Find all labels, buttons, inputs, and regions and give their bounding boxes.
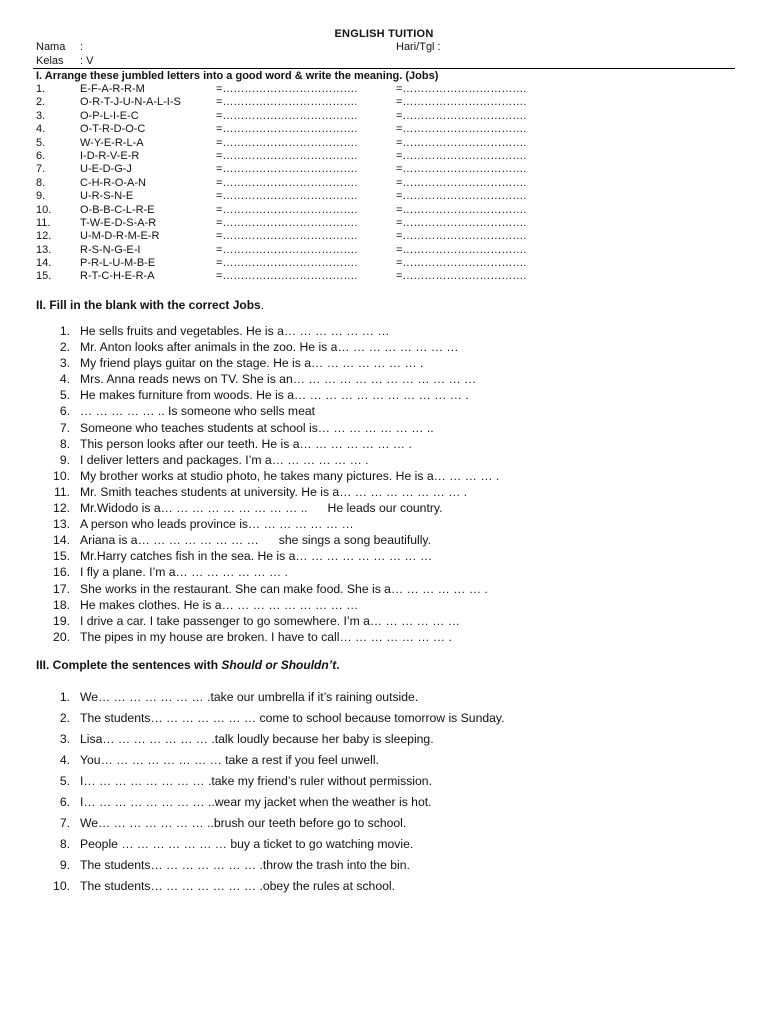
jumbled-word-row	[36, 163, 736, 176]
section-3-heading-prefix: III. Complete the sentences with	[36, 658, 222, 672]
answer-blank: =……………………………….	[216, 136, 358, 149]
meaning-blank: =…………………………….	[396, 136, 527, 149]
question-sentence: He makes furniture from woods. He is a… … … … … … … … … … … .	[80, 388, 469, 403]
nama-label: Nama	[36, 41, 66, 53]
question-text	[80, 564, 288, 580]
jumbled-letters: O-B-B-C-L-R-E	[80, 203, 155, 216]
jumbled-letters: I-D-R-V-E-R	[80, 149, 140, 162]
jumbled-word-row	[36, 230, 736, 243]
jumbled-letters: R-T-C-H-E-R-A	[80, 270, 155, 283]
section-2-heading-end: .	[260, 298, 265, 312]
fill-blank-question	[36, 548, 756, 564]
question-sentence: Mr.Harry catches fish in the sea. He is a… … … … … … … … …	[80, 549, 433, 564]
question-sentence: Mr.Widodo is a… … … … … … … … … ..	[80, 501, 308, 516]
answer-blank: =……………………………….	[216, 123, 358, 136]
question-text	[80, 532, 431, 548]
question-sentence: We… … … … … … … .take our umbrella if it’s raining outside.	[80, 690, 419, 704]
answer-blank: =……………………………….	[216, 203, 358, 216]
question-number: 9.	[59, 452, 70, 467]
item-number: 11.	[36, 216, 51, 229]
question-number: 2.	[59, 711, 70, 725]
question-text	[80, 484, 467, 500]
question-number: 2.	[59, 340, 70, 355]
question-number: 11.	[53, 484, 70, 499]
item-number: 12.	[36, 230, 52, 243]
should-question	[36, 773, 756, 794]
question-text	[80, 339, 459, 355]
question-sentence: I… … … … … … … … .take my friend’s ruler without permission.	[80, 774, 432, 788]
item-number: 10.	[36, 203, 52, 216]
item-number: 13.	[36, 243, 52, 256]
fill-blank-question	[36, 597, 756, 613]
question-number: 6.	[59, 404, 70, 419]
should-question	[36, 815, 756, 836]
question-sentence: The pipes in my house are broken. I have to call… … … … … … … .	[80, 629, 452, 644]
question-number: 3.	[59, 732, 70, 746]
worksheet-title: ENGLISH TUITION	[334, 28, 434, 40]
meaning-blank: =…………………………….	[396, 216, 527, 229]
section-2-heading-text: II. Fill in the blank with the correct Jobs	[36, 298, 261, 312]
jumbled-letters: U-E-D-G-J	[80, 163, 132, 176]
jumbled-letters: R-S-N-G-E-I	[80, 243, 141, 256]
question-text	[80, 468, 499, 484]
section-1-list	[36, 83, 736, 284]
question-sentence: You… … … … … … … … take a rest if you feel unwell.	[80, 753, 379, 767]
question-number: 5.	[59, 774, 70, 788]
fill-blank-question	[36, 436, 756, 452]
fill-blank-question	[36, 403, 756, 419]
question-text	[80, 548, 432, 564]
question-text	[80, 597, 358, 613]
jumbled-word-row	[36, 204, 736, 217]
question-number: 14.	[53, 533, 70, 548]
jumbled-letters: C-H-R-O-A-N	[80, 176, 146, 189]
item-number: 8.	[36, 176, 46, 189]
question-number: 10.	[53, 879, 70, 893]
question-text	[80, 355, 423, 371]
item-number: 7.	[36, 163, 46, 176]
question-sentence: We… … … … … … … ..brush our teeth before go to school.	[80, 816, 407, 830]
question-number: 19.	[53, 613, 70, 628]
kelas-value: : V	[80, 55, 94, 67]
question-number: 17.	[53, 581, 70, 596]
item-number: 9.	[36, 190, 46, 203]
question-sentence: Ariana is a… … … … … … … …	[80, 533, 259, 548]
jumbled-word-row	[36, 110, 736, 123]
should-question	[36, 710, 756, 731]
meaning-blank: =…………………………….	[396, 190, 527, 203]
jumbled-letters: E-F-A-R-R-M	[80, 83, 145, 95]
question-text	[80, 581, 488, 597]
should-question	[36, 731, 756, 752]
fill-blank-question	[36, 387, 756, 403]
section-1-heading: I. Arrange these jumbled letters into a good word & write the meaning. (Jobs)	[36, 70, 439, 82]
question-sentence: This person looks after our teeth. He is a… … … … … … … .	[80, 436, 412, 451]
question-number: 7.	[59, 420, 70, 435]
fill-blank-question	[36, 500, 756, 516]
item-number: 4.	[36, 123, 46, 136]
jumbled-word-row	[36, 217, 736, 230]
question-sentence: Someone who teaches students at school is… … … … … … … ..	[80, 420, 434, 435]
question-sentence: He sells fruits and vegetables. He is a… … … … … … …	[80, 324, 390, 338]
question-text	[80, 452, 369, 468]
item-number: 6.	[36, 149, 46, 162]
fill-blank-question	[36, 371, 756, 387]
item-number: 2.	[36, 96, 46, 109]
meaning-blank: =…………………………….	[396, 257, 527, 270]
question-sentence: I fly a plane. I’m a… … … … … … … .	[80, 565, 288, 580]
question-sentence: People … … … … … … … buy a ticket to go watching movie.	[80, 837, 414, 851]
question-sentence: He makes clothes. He is a… … … … … … … … …	[80, 597, 359, 612]
question-sentence: She works in the restaurant. She can make food. She is a… … … … … … .	[80, 581, 488, 596]
fill-blank-question	[36, 629, 756, 645]
fill-blank-question	[36, 532, 756, 548]
question-text	[80, 387, 469, 403]
meaning-blank: =…………………………….	[396, 83, 527, 95]
question-sentence-continued: He leads our country.	[327, 501, 443, 516]
question-sentence-continued: she sings a song beautifully.	[278, 533, 432, 548]
question-sentence: The students… … … … … … … .throw the trash into the bin.	[80, 858, 410, 872]
question-number: 12.	[53, 501, 70, 516]
fill-blank-question	[36, 355, 756, 371]
question-sentence: I… … … … … … … … ..wear my jacket when the weather is hot.	[80, 795, 432, 809]
answer-blank: =……………………………….	[216, 83, 358, 95]
jumbled-letters: O-T-R-D-O-C	[80, 123, 146, 136]
header-divider	[33, 68, 735, 69]
jumbled-word-row	[36, 96, 736, 109]
fill-blank-question	[36, 339, 756, 355]
jumbled-word-row	[36, 83, 736, 96]
jumbled-word-row	[36, 270, 736, 283]
meaning-blank: =…………………………….	[396, 149, 527, 162]
answer-blank: =……………………………….	[216, 230, 358, 243]
fill-blank-question	[36, 323, 756, 339]
question-sentence: My friend plays guitar on the stage. He is a… … … … … … … .	[80, 356, 424, 371]
section-3-heading	[36, 658, 340, 672]
jumbled-letters: W-Y-E-R-L-A	[80, 136, 144, 149]
question-text	[80, 500, 442, 516]
meaning-blank: =…………………………….	[396, 123, 527, 136]
item-number: 3.	[36, 109, 46, 122]
answer-blank: =……………………………….	[216, 109, 358, 122]
question-text	[80, 403, 315, 419]
meaning-blank: =…………………………….	[396, 96, 527, 109]
meaning-blank: =…………………………….	[396, 203, 527, 216]
question-sentence: I deliver letters and packages. I’m a… … … … … … .	[80, 452, 369, 467]
fill-blank-question	[36, 452, 756, 468]
question-text	[80, 629, 452, 645]
question-number: 20.	[53, 629, 70, 644]
question-text	[80, 613, 460, 629]
fill-blank-question	[36, 516, 756, 532]
answer-blank: =……………………………….	[216, 257, 358, 270]
question-sentence: … … … … … .. Is someone who sells meat	[80, 404, 316, 419]
jumbled-letters: U-M-D-R-M-E-R	[80, 230, 160, 243]
question-number: 10.	[53, 468, 70, 483]
jumbled-letters: P-R-L-U-M-B-E	[80, 257, 156, 270]
question-number: 9.	[59, 858, 70, 872]
question-number: 8.	[59, 436, 70, 451]
question-number: 4.	[59, 372, 70, 387]
question-sentence: My brother works at studio photo, he takes many pictures. He is a… … … … .	[80, 468, 500, 483]
answer-blank: =……………………………….	[216, 243, 358, 256]
should-question	[36, 794, 756, 815]
fill-blank-question	[36, 484, 756, 500]
answer-blank: =……………………………….	[216, 149, 358, 162]
meaning-blank: =…………………………….	[396, 176, 527, 189]
question-sentence: Mr. Anton looks after animals in the zoo. He is a… … … … … … … …	[80, 340, 459, 355]
question-number: 16.	[53, 565, 70, 580]
question-number: 3.	[59, 356, 70, 371]
item-number: 14.	[36, 257, 52, 270]
question-number: 1.	[59, 690, 70, 704]
jumbled-word-row	[36, 123, 736, 136]
answer-blank: =……………………………….	[216, 176, 358, 189]
question-text	[80, 420, 434, 436]
should-question	[36, 689, 756, 710]
jumbled-word-row	[36, 244, 736, 257]
jumbled-word-row	[36, 177, 736, 190]
question-text	[80, 436, 412, 452]
should-question	[36, 752, 756, 773]
jumbled-word-row	[36, 150, 736, 163]
question-text	[80, 516, 354, 532]
item-number: 1.	[36, 83, 46, 95]
fill-blank-question	[36, 420, 756, 436]
fill-blank-question	[36, 564, 756, 580]
question-sentence: Mrs. Anna reads news on TV. She is an… … … … … … … … … … … …	[80, 372, 477, 387]
question-sentence: Lisa… … … … … … … .talk loudly because her baby is sleeping.	[80, 732, 434, 746]
meaning-blank: =…………………………….	[396, 270, 527, 283]
question-number: 15.	[53, 549, 70, 564]
item-number: 15.	[36, 270, 52, 283]
jumbled-letters: U-R-S-N-E	[80, 190, 134, 203]
question-number: 1.	[59, 324, 70, 338]
section-3-heading-end: .	[336, 658, 340, 672]
question-text	[80, 371, 476, 387]
answer-blank: =……………………………….	[216, 163, 358, 176]
jumbled-word-row	[36, 137, 736, 150]
question-sentence: The students… … … … … … … .obey the rules at school.	[80, 879, 395, 893]
jumbled-letters: T-W-E-D-S-A-R	[80, 216, 157, 229]
nama-value: :	[80, 41, 84, 53]
jumbled-letters: O-R-T-J-U-N-A-L-I-S	[80, 96, 181, 109]
answer-blank: =……………………………….	[216, 270, 358, 283]
question-sentence: The students… … … … … … … come to school because tomorrow is Sunday.	[80, 711, 505, 725]
answer-blank: =……………………………….	[216, 96, 358, 109]
answer-blank: =……………………………….	[216, 190, 358, 203]
kelas-label: Kelas	[36, 55, 64, 67]
question-sentence: Mr. Smith teaches students at university. He is a… … … … … … … … .	[80, 484, 468, 499]
question-sentence: I drive a car. I take passenger to go somewhere. I’m a… … … … … …	[80, 613, 460, 628]
fill-blank-question	[36, 581, 756, 597]
question-number: 8.	[59, 837, 70, 851]
question-number: 7.	[59, 816, 70, 830]
should-question	[36, 857, 756, 878]
section-2-list	[36, 323, 756, 645]
question-sentence: A person who leads province is… … … … … … …	[80, 517, 354, 532]
section-3-heading-emphasis: Should or Shouldn’t	[221, 658, 337, 672]
question-number: 4.	[59, 753, 70, 767]
jumbled-letters: O-P-L-I-E-C	[80, 109, 139, 122]
question-number: 13.	[53, 517, 70, 532]
meaning-blank: =…………………………….	[396, 163, 527, 176]
meaning-blank: =…………………………….	[396, 109, 527, 122]
meaning-blank: =…………………………….	[396, 230, 527, 243]
question-number: 5.	[59, 388, 70, 403]
should-question	[36, 836, 756, 857]
jumbled-word-row	[36, 257, 736, 270]
question-number: 18.	[53, 597, 70, 612]
question-text	[80, 323, 390, 339]
hari-tgl-label: Hari/Tgl :	[396, 41, 441, 53]
section-2-heading	[36, 298, 264, 312]
fill-blank-question	[36, 613, 756, 629]
section-3-list	[36, 689, 756, 899]
answer-blank: =……………………………….	[216, 216, 358, 229]
meaning-blank: =…………………………….	[396, 243, 527, 256]
fill-blank-question	[36, 468, 756, 484]
jumbled-word-row	[36, 190, 736, 203]
item-number: 5.	[36, 136, 46, 149]
question-number: 6.	[59, 795, 70, 809]
should-question	[36, 878, 756, 899]
